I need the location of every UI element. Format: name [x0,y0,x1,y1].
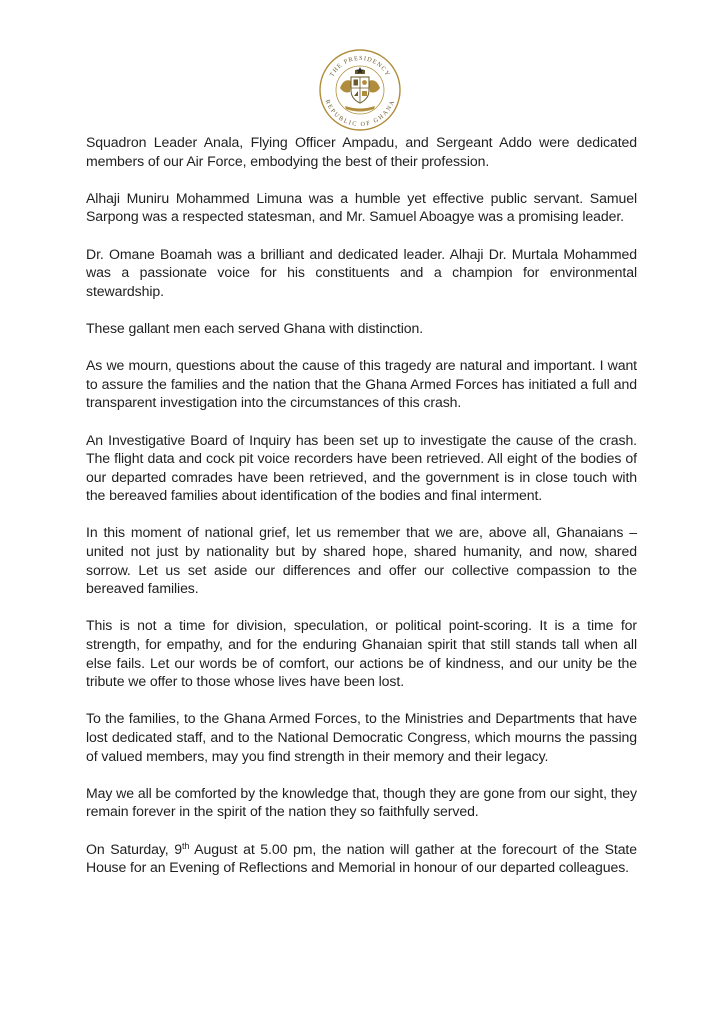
paragraph: Alhaji Muniru Mohammed Limuna was a humble yet effective public servant. Samuel Sarpong was a respected statesman, and Mr. Samuel Aboagye was a promising leader. [86,189,637,225]
paragraph: Squadron Leader Anala, Flying Officer Ampadu, and Sergeant Addo were dedicated members of our Air Force, embodying the best of their profession. [86,134,637,169]
paragraph: May we all be comforted by the knowledge that, though they are gone from our sight, they remain forever in the spirit of the nation they so faithfully served. [86,784,637,820]
paragraph: As we mourn, questions about the cause of this tragedy are natural and important. I want to assure the families and the nation that the Ghana Armed Forces has initiated a full and transparent investigation into the circumstances of this crash. [86,357,637,411]
svg-text:REPUBLIC OF GHANA: REPUBLIC OF GHANA [323,98,397,129]
presidency-seal-icon [318,48,402,132]
paragraph: This is not a time for division, speculation, or political point-scoring. It is a time for strength, for empathy, and for the enduring Ghanaian spirit that still stands tall when all else fails. Let our words be of comfort, our actions be of kindness, and our unity be the tribute we offer to those whose lives have been lost. [86,617,637,690]
paragraph: To the families, to the Ghana Armed Forces, to the Ministries and Departments that have lost dedicated staff, and to the National Democratic Congress, which mourns the passing of valued members, may you find strength in their memory and their legacy. [86,710,637,764]
memorial-announcement-paragraph [86,840,637,877]
paragraph: An Investigative Board of Inquiry has been set up to investigate the cause of the crash. The flight data and cock pit voice recorders have been retrieved. All eight of the bodies of our departed comrades have been retrieved, and the government is in close touch with the bereaved families about identification of the bodies and final interment. [86,431,637,504]
ordinal-suffix: th [182,840,190,851]
paragraph: These gallant men each served Ghana with distinction. [86,319,424,336]
paragraph: In this moment of national grief, let us remember that we are, above all, Ghanaians – united not just by nationality but by shared hope, shared humanity, and now, shared sorrow. Let us set aside our differences and offer our collective compassion to the bereaved families. [86,524,637,597]
paragraph: Dr. Omane Boamah was a brilliant and dedicated leader. Alhaji Dr. Murtala Mohammed was a passionate voice for his constituents and a champion for environmental stewardship. [86,245,637,299]
coat-of-arms-icon [340,67,380,112]
letter-body [86,133,637,877]
announcement-text-start: On Saturday, 9 [86,840,182,857]
announcement-text-end: August at 5.00 pm, the nation will gather at the forecourt of the State House for an Evening of Reflections and Memorial in honour of our departed colleagues. [86,840,637,876]
svg-text:THE PRESIDENCY: THE PRESIDENCY [328,54,392,78]
